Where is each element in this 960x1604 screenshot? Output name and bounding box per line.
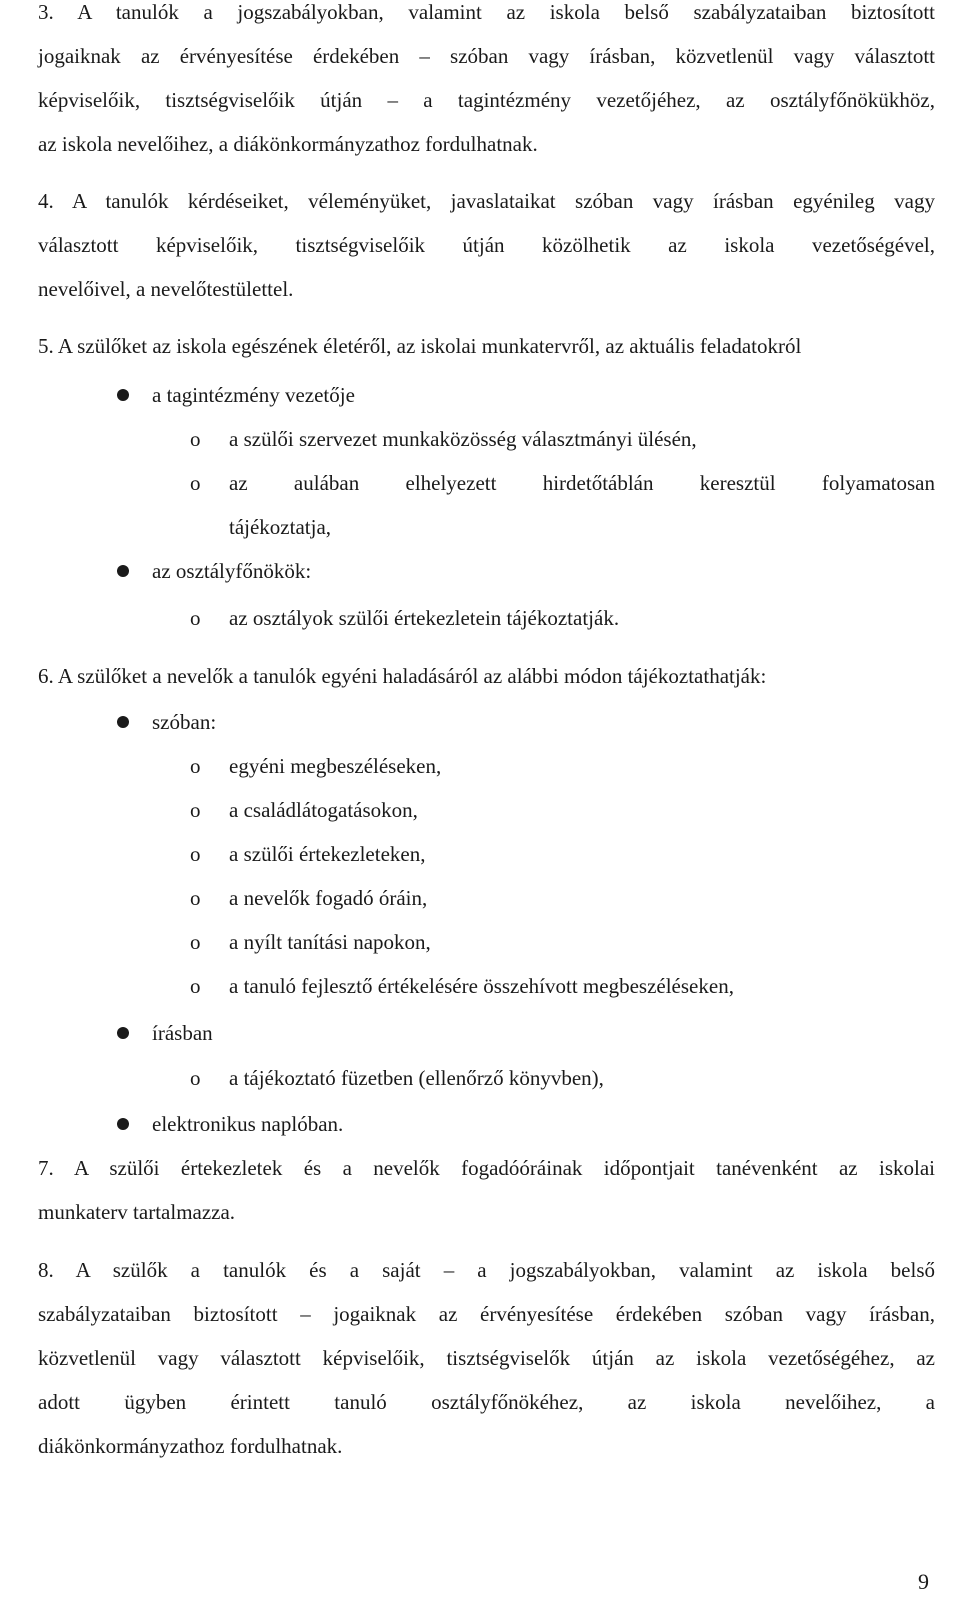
- bullet-icon: [117, 1118, 129, 1130]
- paragraph-5-intro: [38, 324, 935, 368]
- text-line: jogaiknak az érvényesítése érdekében – szóban vagy írásban, közvetlenül vagy választott: [38, 44, 935, 68]
- bullet-text: írásban: [152, 1021, 213, 1045]
- text-line: 8. A szülők a tanulók és a saját – a jogszabályokban, valamint az iskola belső: [38, 1258, 935, 1282]
- text-line: munkaterv tartalmazza.: [38, 1200, 236, 1224]
- circle-bullet-icon: o: [190, 930, 201, 954]
- text-line: 6. A szülőket a nevelők a tanulók egyéni haladásáról az alábbi módon tájékoztathatják:: [38, 664, 767, 688]
- bullet-text: szóban:: [152, 710, 217, 734]
- sub-item-text: a nevelők fogadó óráin,: [229, 886, 428, 910]
- text-line: közvetlenül vagy választott képviselőik, tisztségviselők útján az iskola vezetőségéhez, az: [38, 1346, 935, 1370]
- text-line: 7. A szülői értekezletek és a nevelők fogadóóráinak időpontjait tanévenként az iskolai: [38, 1156, 935, 1180]
- bullet-icon: [117, 565, 129, 577]
- sub-item-text: a családlátogatásokon,: [229, 798, 418, 822]
- text-line: választott képviselőik, tisztségviselőik útján közölhetik az iskola vezetőségével,: [38, 233, 935, 257]
- bullet-text: a tagintézmény vezetője: [152, 383, 355, 407]
- text-line: 5. A szülőket az iskola egészének életéről, az iskolai munkatervről, az aktuális feladatokról: [38, 334, 802, 358]
- bullet-icon: [117, 389, 129, 401]
- paragraph-7: [38, 1146, 935, 1234]
- text-line: adott ügyben érintett tanuló osztályfőnökéhez, az iskola nevelőihez, a: [38, 1390, 935, 1414]
- circle-bullet-icon: o: [190, 1066, 201, 1090]
- text-line: szabályzataiban biztosított – jogaiknak az érvényesítése érdekében szóban vagy írásban,: [38, 1302, 935, 1326]
- sub-item-text: az aulában elhelyezett hirdetőtáblán keresztül folyamatosan: [229, 471, 935, 495]
- circle-bullet-icon: o: [190, 886, 201, 910]
- circle-bullet-icon: o: [190, 427, 201, 451]
- bullet-text: elektronikus naplóban.: [152, 1112, 344, 1136]
- sub-item-text: egyéni megbeszéléseken,: [229, 754, 442, 778]
- sub-item-text: az osztályok szülői értekezletein tájékoztatják.: [229, 606, 620, 630]
- circle-bullet-icon: o: [190, 842, 201, 866]
- text-line: 3. A tanulók a jogszabályokban, valamint az iskola belső szabályzataiban biztosított: [38, 0, 935, 24]
- sub-item-text: a szülői szervezet munkaközösség választmányi ülésén,: [229, 427, 697, 451]
- paragraph-8: [38, 1248, 935, 1468]
- circle-bullet-icon: o: [190, 471, 201, 495]
- paragraph-6-intro: [38, 654, 935, 698]
- sub-item-text: a tanuló fejlesztő értékelésére összehívott megbeszéléseken,: [229, 974, 734, 998]
- text-line: 4. A tanulók kérdéseiket, véleményüket, javaslataikat szóban vagy írásban egyénileg vagy: [38, 189, 935, 213]
- paragraph-3: [38, 0, 935, 166]
- circle-bullet-icon: o: [190, 974, 201, 998]
- sub-item-text: a tájékoztató füzetben (ellenőrző könyvben),: [229, 1066, 604, 1090]
- text-line: az iskola nevelőihez, a diákönkormányzathoz fordulhatnak.: [38, 132, 538, 156]
- bullet-text: az osztályfőnökök:: [152, 559, 312, 583]
- circle-bullet-icon: o: [190, 754, 201, 778]
- sub-item-text: a szülői értekezleteken,: [229, 842, 426, 866]
- bullet-icon: [117, 1027, 129, 1039]
- sub-item-text: tájékoztatja,: [229, 515, 332, 539]
- text-line: nevelőivel, a nevelőtestülettel.: [38, 277, 294, 301]
- circle-bullet-icon: o: [190, 606, 201, 630]
- paragraph-4: [38, 179, 935, 311]
- circle-bullet-icon: o: [190, 798, 201, 822]
- sub-item-text: a nyílt tanítási napokon,: [229, 930, 431, 954]
- text-line: képviselőik, tisztségviselőik útján – a tagintézmény vezetőjéhez, az osztályfőnökükhöz,: [38, 88, 935, 112]
- page-number: 9: [918, 1569, 929, 1594]
- text-line: diákönkormányzathoz fordulhatnak.: [38, 1434, 343, 1458]
- bullet-icon: [117, 716, 129, 728]
